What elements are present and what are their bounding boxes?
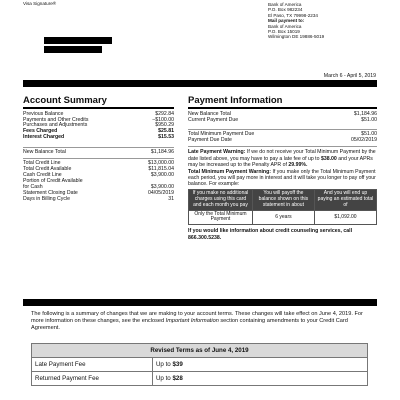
payment-row: Payment Due Date 05/02/2019	[188, 136, 377, 143]
mail-address-line: Bank of America	[268, 23, 302, 29]
table-cell: 6 years	[252, 210, 314, 225]
credit-row: Statement Closing Date 04/05/2019	[23, 189, 174, 196]
credit-row: Portion of Credit Available	[23, 177, 83, 184]
summary-row: Previous Balance $292.84	[23, 110, 174, 117]
row-divider	[188, 129, 377, 130]
payment-address-line: Bank of America	[268, 2, 302, 7]
term-label: Returned Payment Fee	[32, 372, 153, 386]
revised-terms-title: Revised Terms as of June 4, 2019	[32, 344, 368, 358]
redacted-changes-banner	[23, 299, 377, 306]
term-value: Up to $28	[152, 372, 367, 386]
payment-information	[188, 95, 377, 241]
payment-information-title: Payment Information	[188, 95, 283, 106]
redacted-account-banner	[23, 80, 377, 87]
payment-row: Total Minimum Payment Due $51.00	[188, 131, 377, 137]
payment-address-line: El Paso, TX 79998-2234	[268, 12, 318, 18]
term-label: Late Payment Fee	[32, 358, 153, 372]
row-divider	[188, 146, 377, 147]
payoff-table	[188, 189, 377, 226]
minimum-payment-warning: Total Minimum Payment Warning: If you make only the Total Minimum Payment each period, you will pay more in interest and it will take you longer to pay off your balance. For example:	[188, 168, 376, 188]
section-divider	[23, 107, 174, 109]
statement-period: March 6 - April 5, 2019	[323, 73, 376, 79]
account-summary-title: Account Summary	[23, 95, 107, 106]
new-balance-row: New Balance Total $1,184.96	[23, 148, 174, 155]
summary-row-interest: Interest Charged $15.53	[23, 134, 174, 141]
table-header: And you will end up paying an estimated total of	[314, 189, 376, 210]
table-cell: Only the Total Minimum Payment	[189, 210, 253, 225]
revised-terms-table	[31, 343, 368, 386]
redacted-name	[44, 37, 112, 44]
credit-row: Total Credit Line $13,000.00	[23, 160, 174, 167]
mail-address-line: P.O. Box 15019	[268, 29, 300, 35]
credit-row: Days in Billing Cycle 31	[23, 195, 174, 202]
account-summary	[23, 95, 174, 203]
table-cell: $1,092.00	[314, 210, 376, 225]
table-row	[32, 358, 368, 372]
term-value: Up to $39	[152, 358, 367, 372]
redacted-address	[44, 46, 102, 53]
section-divider	[188, 107, 377, 109]
credit-row: Total Credit Available $11,815.04	[23, 166, 174, 173]
summary-row: Payments and Other Credits –$100.00	[23, 116, 174, 123]
summary-row-fees: Fees Charged $25.81	[23, 128, 174, 135]
credit-row: Cash Credit Line $3,900.00	[23, 172, 174, 179]
credit-counseling-note: If you would like information about credit counseling services, call 866.300.5238.	[188, 228, 353, 241]
credit-row: for Cash $3,900.00	[23, 183, 174, 190]
mail-payment-label: Mail payment to:	[268, 18, 305, 24]
table-header: You will payoff the balance shown on this statement in about	[252, 189, 314, 210]
summary-row: Purchases and Adjustments $950.29	[23, 122, 174, 129]
changes-intro: The following is a summary of changes that we are making to your account terms. These changes will take effect on June 4, 2019. For more information on these changes, see the enclosed Important Information section containing amendments to your Credit Card Agreement.	[31, 311, 363, 331]
mail-address-line: Wilmington DE 19886-5019	[268, 34, 325, 40]
visa-signature-label: Visa Signature®	[23, 1, 57, 6]
payment-address-line: P.O. Box 982234	[268, 7, 303, 13]
payment-row: New Balance Total $1,184.96	[188, 110, 377, 117]
late-payment-warning: Late Payment Warning: If we do not receive your Total Minimum Payment by the date listed above, you may have to pay a late fee of up to $38.00 and your APRs may be increased up to the Penalty APR of 29.99%.	[188, 149, 376, 169]
row-divider	[23, 158, 174, 159]
row-divider	[23, 147, 174, 148]
payment-row: Current Payment Due $51.00	[188, 116, 377, 123]
table-header: If you make no additional charges using this card and each month you pay	[189, 189, 253, 210]
table-row	[32, 372, 368, 386]
payment-address	[268, 2, 324, 40]
